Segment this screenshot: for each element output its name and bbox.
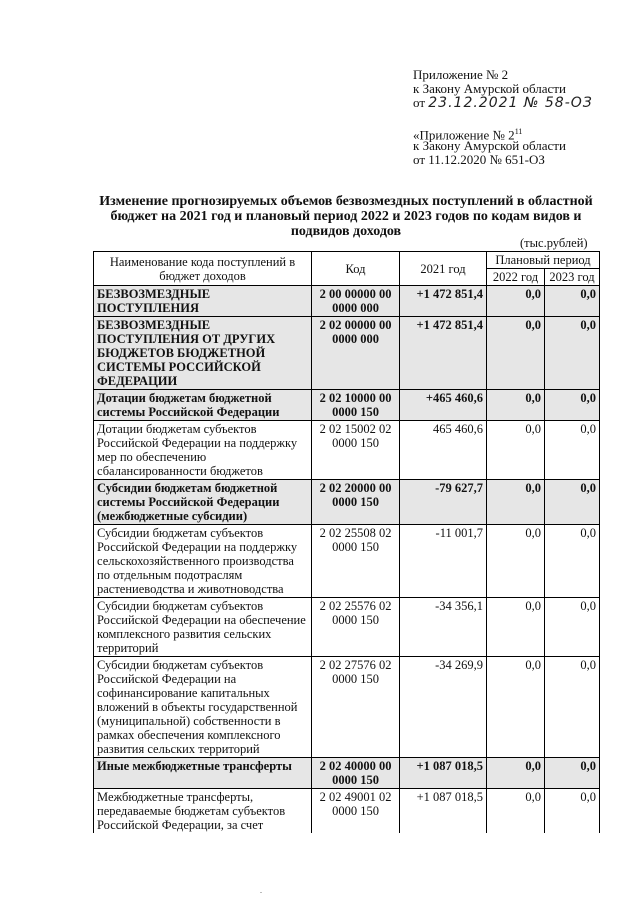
cell-v2022: 0,0 [487,525,545,598]
revenue-table [93,251,600,833]
table-row [94,317,600,390]
cell-code: 2 02 00000 00 0000 000 [312,317,400,390]
unit-label: (тыс.рублей) [520,236,588,250]
cell-code: 2 02 15002 02 0000 150 [312,421,400,480]
date-prefix: от [413,95,426,110]
cell-name: БЕЗВОЗМЕЗДНЫЕ ПОСТУПЛЕНИЯ ОТ ДРУГИХ БЮДЖЕТОВ БЮДЖЕТНОЙ СИСТЕМЫ РОССИЙСКОЙ ФЕДЕРАЦИИ [94,317,312,390]
cell-name: Дотации бюджетам субъектов Российской Федерации на поддержку мер по обеспечению сбалансированности бюджетов [94,421,312,480]
cell-name: Межбюджетные трансферты, передаваемые бюджетам субъектов Российской Федерации, за счет [94,789,312,834]
cell-name: БЕЗВОЗМЕЗДНЫЕ ПОСТУПЛЕНИЯ [94,286,312,317]
cell-v2021: +465 460,6 [400,390,487,421]
table-row [94,789,600,834]
cell-name: Иные межбюджетные трансферты [94,758,312,789]
cell-v2021: -34 356,1 [400,598,487,657]
cell-code: 2 02 40000 00 0000 150 [312,758,400,789]
table-row [94,286,600,317]
cell-v2022: 0,0 [487,317,545,390]
law-reference: к Закону Амурской области [413,81,566,96]
column-header-2022: 2022 год [487,269,545,286]
cell-v2022: 0,0 [487,758,545,789]
quoted-law-reference: к Закону Амурской области [413,138,566,153]
cell-v2021: -11 001,7 [400,525,487,598]
cell-v2021: -34 269,9 [400,657,487,758]
cell-v2022: 0,0 [487,657,545,758]
column-header-name: Наименование кода поступлений в бюджет доходов [94,252,312,286]
table-body [94,286,600,834]
quoted-appendix-text: «Приложение № 2 [413,127,515,143]
column-header-2021: 2021 год [400,252,487,286]
document-title: Изменение прогнозируемых объемов безвозмездных поступлений в областной бюджет на 2021 год и плановый период 2022 и 2023 годов по кодам видов и подвидов доходов [99,194,593,239]
quoted-law-date: от 11.12.2020 № 651-ОЗ [413,152,545,167]
column-header-code: Код [312,252,400,286]
handwritten-date: 23.12.2021 № 58-ОЗ [428,95,593,111]
table-row [94,598,600,657]
cell-v2021: -79 627,7 [400,480,487,525]
cell-v2022: 0,0 [487,390,545,421]
cell-code: 2 00 00000 00 0000 000 [312,286,400,317]
cell-code: 2 02 10000 00 0000 150 [312,390,400,421]
cell-v2023: 0,0 [545,598,600,657]
cell-name: Субсидии бюджетам субъектов Российской Федерации на обеспечение комплексного развития сельских территорий [94,598,312,657]
cell-code: 2 02 20000 00 0000 150 [312,480,400,525]
cell-v2023: 0,0 [545,758,600,789]
appendix-label: Приложение № 2 [413,67,509,82]
cell-v2022: 0,0 [487,286,545,317]
law-date [413,96,593,110]
cell-v2023: 0,0 [545,480,600,525]
cell-v2022: 0,0 [487,480,545,525]
page-mark [260,892,262,893]
cell-v2023: 0,0 [545,390,600,421]
cell-code: 2 02 27576 02 0000 150 [312,657,400,758]
cell-v2021: +1 472 851,4 [400,317,487,390]
table-row [94,657,600,758]
cell-v2023: 0,0 [545,317,600,390]
cell-code: 2 02 49001 02 0000 150 [312,789,400,834]
cell-v2022: 0,0 [487,789,545,834]
cell-v2021: 465 460,6 [400,421,487,480]
table-row [94,390,600,421]
table-row [94,480,600,525]
column-header-plan: Плановый период [487,252,600,269]
cell-name: Дотации бюджетам бюджетной системы Российской Федерации [94,390,312,421]
cell-v2023: 0,0 [545,421,600,480]
cell-name: Субсидии бюджетам субъектов Российской Федерации на софинансирование капитальных вложений в объекты государственной (муниципальной) собственности в рамках обеспечения комплексного развития сельских территорий [94,657,312,758]
column-header-2023: 2023 год [545,269,600,286]
cell-v2022: 0,0 [487,421,545,480]
cell-code: 2 02 25576 02 0000 150 [312,598,400,657]
cell-v2021: +1 472 851,4 [400,286,487,317]
cell-v2023: 0,0 [545,657,600,758]
cell-name: Субсидии бюджетам бюджетной системы Российской Федерации (межбюджетные субсидии) [94,480,312,525]
cell-v2023: 0,0 [545,789,600,834]
table-row [94,421,600,480]
cell-v2021: +1 087 018,5 [400,758,487,789]
table-row [94,758,600,789]
cell-v2023: 0,0 [545,286,600,317]
cell-v2021: +1 087 018,5 [400,789,487,834]
table-row [94,525,600,598]
cell-v2023: 0,0 [545,525,600,598]
appendix-superscript: 11 [514,127,523,136]
cell-code: 2 02 25508 02 0000 150 [312,525,400,598]
cell-v2022: 0,0 [487,598,545,657]
cell-name: Субсидии бюджетам субъектов Российской Федерации на поддержку сельскохозяйственного производства по отдельным подотраслям растениеводства и животноводства [94,525,312,598]
